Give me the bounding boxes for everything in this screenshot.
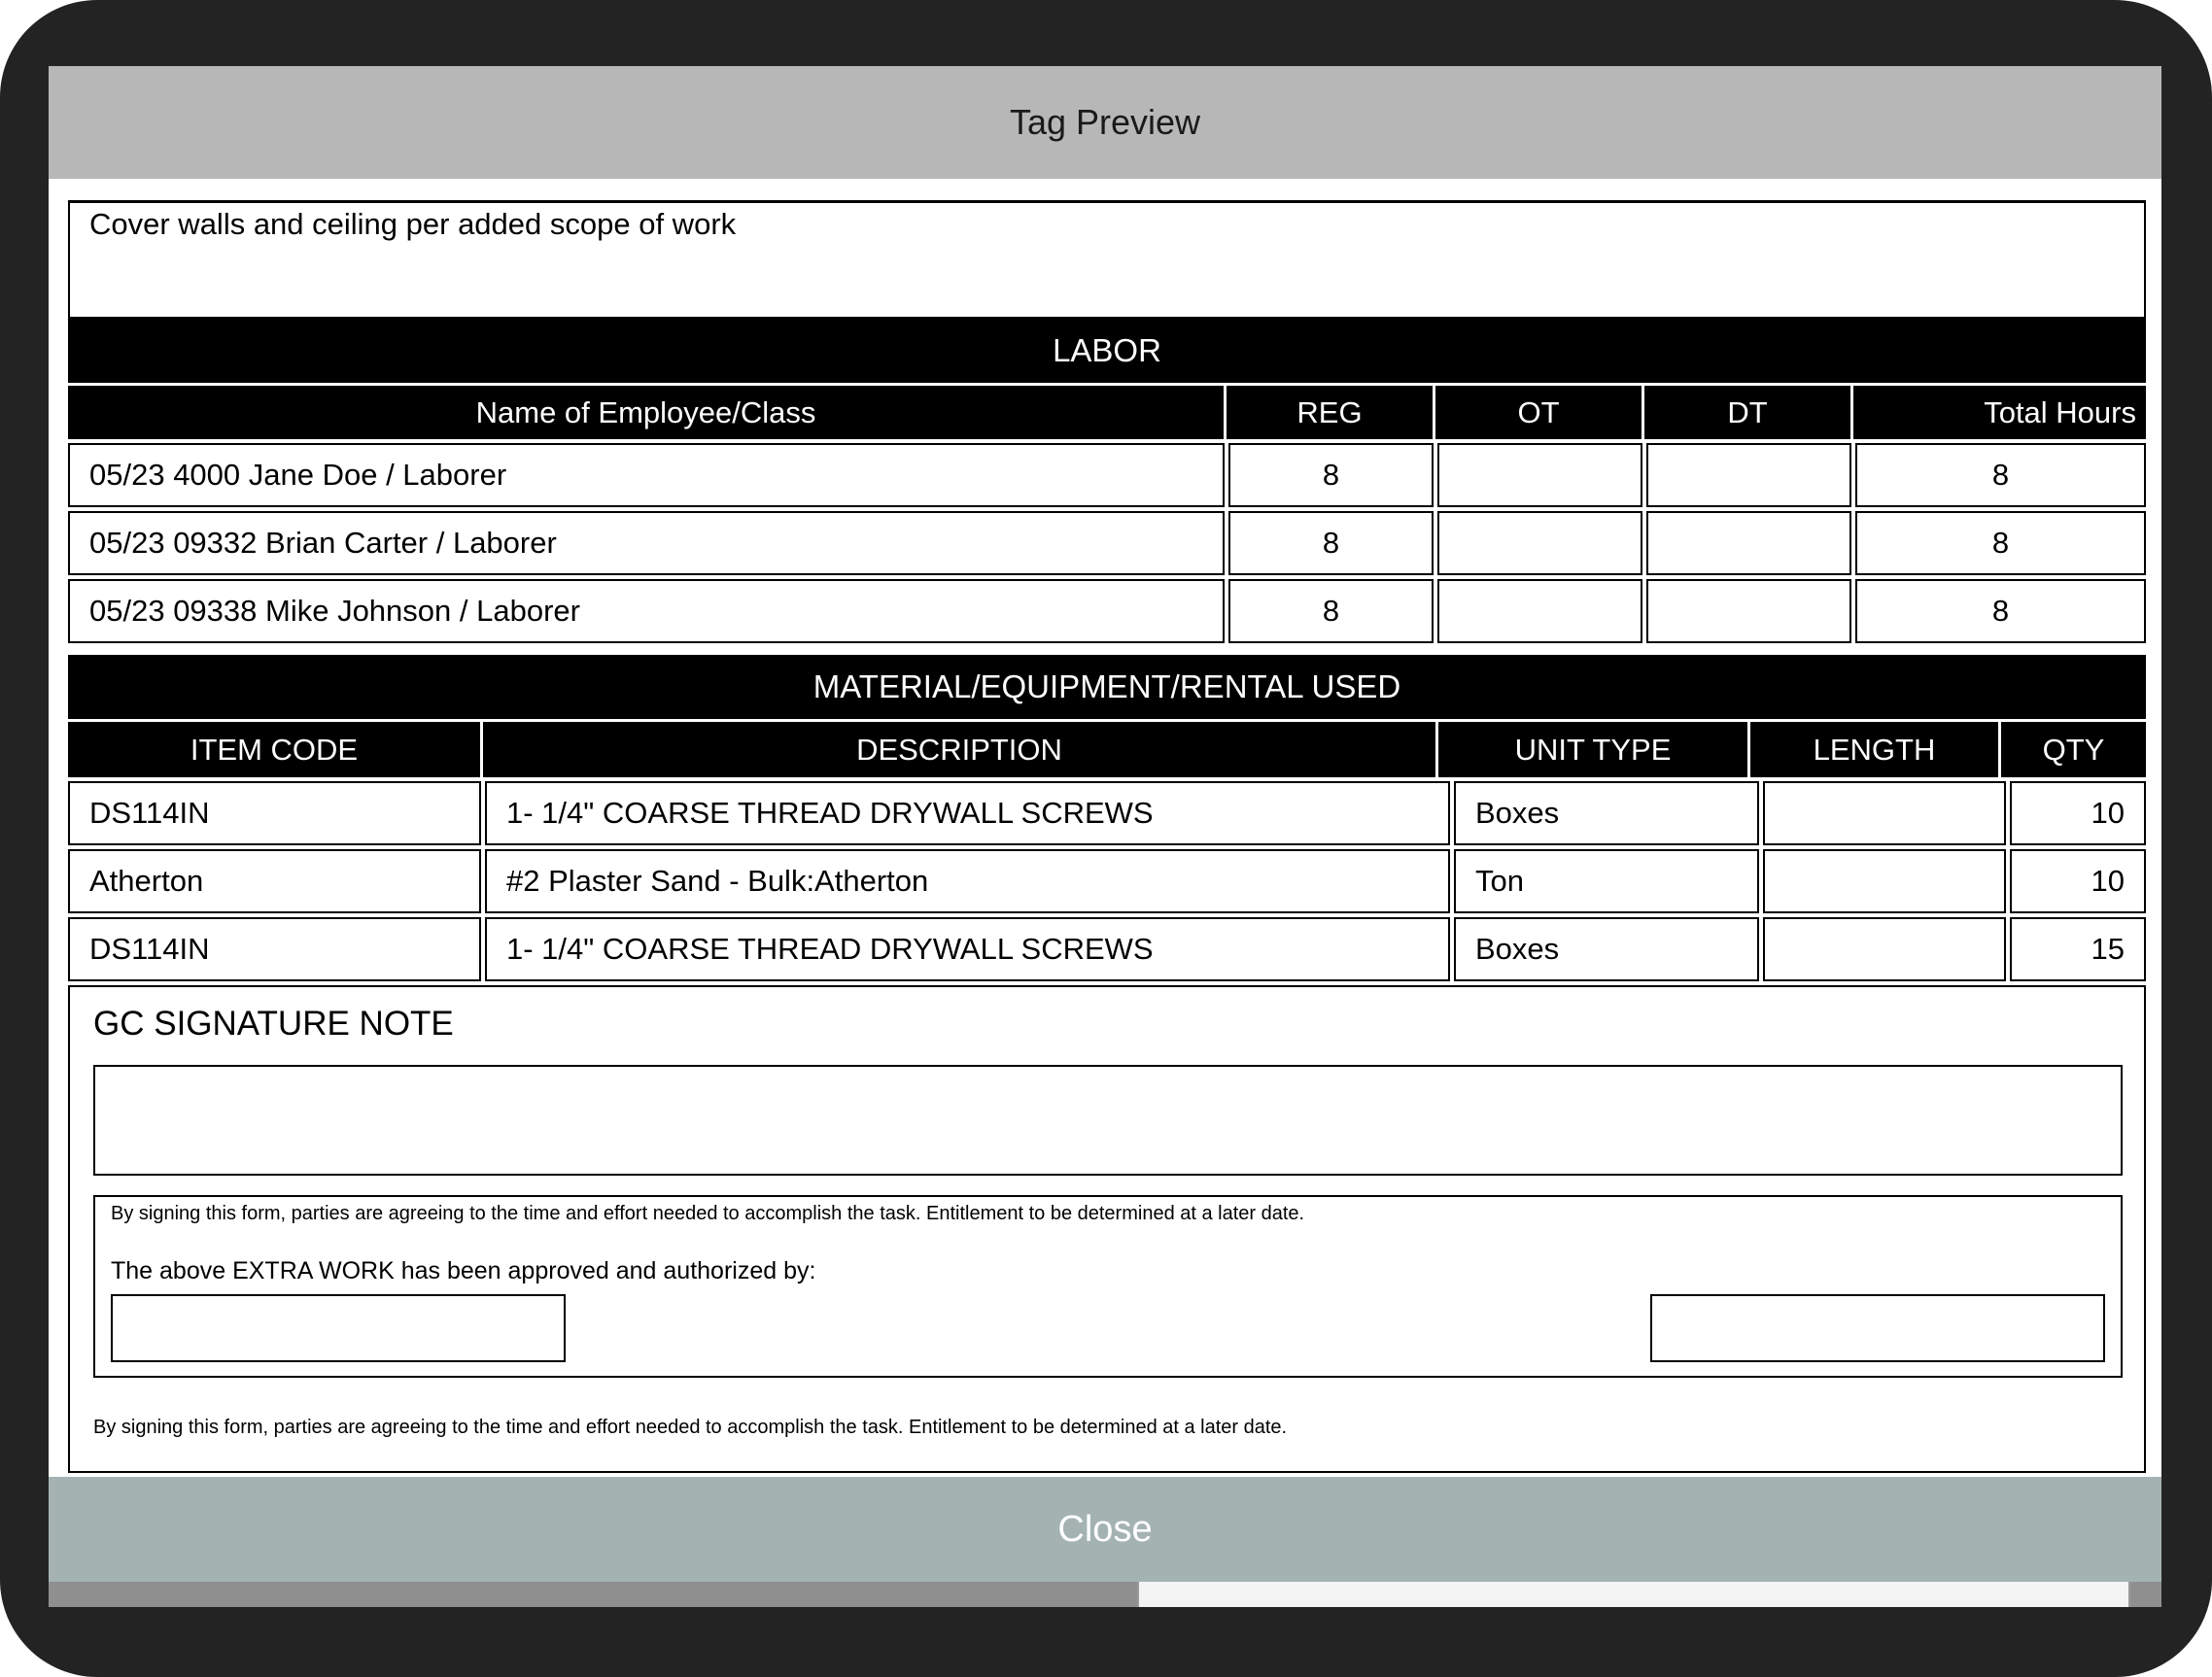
labor-cell-total: 8	[1855, 511, 2146, 575]
labor-row	[68, 511, 2146, 575]
labor-header-row	[68, 383, 2146, 439]
material-cell-description: 1- 1/4" COARSE THREAD DRYWALL SCREWS	[485, 781, 1450, 845]
tag-document	[68, 200, 2146, 1473]
gc-signature-section	[68, 985, 2146, 1473]
approval-disclaimer: By signing this form, parties are agreeing to the time and effort needed to accomplish the task. Entitlement to be determined at a later date.	[111, 1203, 1305, 1224]
close-button[interactable]	[49, 1477, 2161, 1582]
material-cell-length	[1763, 849, 2006, 913]
material-header-item-code: ITEM CODE	[68, 722, 483, 777]
labor-cell-reg: 8	[1228, 511, 1434, 575]
material-cell-description: 1- 1/4" COARSE THREAD DRYWALL SCREWS	[485, 917, 1450, 981]
authorized-signature-field-right[interactable]	[1650, 1294, 2105, 1362]
material-cell-description: #2 Plaster Sand - Bulk:Atherton	[485, 849, 1450, 913]
labor-cell-dt	[1646, 511, 1851, 575]
labor-header-name: Name of Employee/Class	[68, 386, 1227, 439]
material-rows	[68, 781, 2146, 981]
material-header-qty: QTY	[2001, 722, 2146, 777]
material-cell-unit-type: Boxes	[1454, 781, 1759, 845]
labor-row	[68, 579, 2146, 643]
material-header-unit-type: UNIT TYPE	[1438, 722, 1750, 777]
labor-cell-total: 8	[1855, 443, 2146, 507]
labor-cell-reg: 8	[1228, 579, 1434, 643]
labor-header-total: Total Hours	[1853, 386, 2146, 439]
material-section-title: MATERIAL/EQUIPMENT/RENTAL USED	[68, 655, 2146, 719]
modal-title: Tag Preview	[1009, 102, 1201, 142]
material-cell-length	[1763, 781, 2006, 845]
material-cell-item-code: DS114IN	[68, 917, 481, 981]
tag-preview-modal	[49, 66, 2161, 1582]
close-button-label: Close	[1057, 1508, 1153, 1550]
labor-cell-name: 05/23 09332 Brian Carter / Laborer	[68, 511, 1225, 575]
labor-header-dt: DT	[1644, 386, 1853, 439]
material-header-row	[68, 719, 2146, 777]
labor-cell-name: 05/23 4000 Jane Doe / Laborer	[68, 443, 1225, 507]
material-cell-qty: 15	[2010, 917, 2146, 981]
labor-cell-ot	[1437, 511, 1642, 575]
signature-disclaimer: By signing this form, parties are agreeing to the time and effort needed to accomplish the task. Entitlement to be determined at a later date.	[93, 1417, 1288, 1438]
material-cell-qty: 10	[2010, 849, 2146, 913]
material-cell-unit-type: Ton	[1454, 849, 1759, 913]
labor-cell-name: 05/23 09338 Mike Johnson / Laborer	[68, 579, 1225, 643]
labor-cell-ot	[1437, 443, 1642, 507]
labor-section-title: LABOR	[68, 319, 2146, 383]
approval-box	[93, 1195, 2123, 1378]
material-row	[68, 917, 2146, 981]
material-cell-unit-type: Boxes	[1454, 917, 1759, 981]
material-cell-length	[1763, 917, 2006, 981]
screen	[49, 66, 2161, 1607]
approval-statement: The above EXTRA WORK has been approved and authorized by:	[111, 1257, 816, 1284]
authorized-signature-field-left[interactable]	[111, 1294, 566, 1362]
modal-header	[49, 66, 2161, 179]
material-cell-qty: 10	[2010, 781, 2146, 845]
scope-of-work: Cover walls and ceiling per added scope of work	[68, 200, 2146, 319]
material-row	[68, 849, 2146, 913]
material-row	[68, 781, 2146, 845]
material-header-description: DESCRIPTION	[483, 722, 1438, 777]
labor-cell-total: 8	[1855, 579, 2146, 643]
material-cell-item-code: Atherton	[68, 849, 481, 913]
labor-row	[68, 443, 2146, 507]
labor-cell-ot	[1437, 579, 1642, 643]
gc-signature-note-field[interactable]	[93, 1065, 2123, 1176]
material-cell-item-code: DS114IN	[68, 781, 481, 845]
labor-cell-reg: 8	[1228, 443, 1434, 507]
labor-rows	[68, 443, 2146, 643]
labor-cell-dt	[1646, 443, 1851, 507]
labor-header-reg: REG	[1227, 386, 1435, 439]
labor-cell-dt	[1646, 579, 1851, 643]
material-header-length: LENGTH	[1750, 722, 2001, 777]
gc-signature-title: GC SIGNATURE NOTE	[93, 1005, 454, 1043]
labor-header-ot: OT	[1435, 386, 1644, 439]
